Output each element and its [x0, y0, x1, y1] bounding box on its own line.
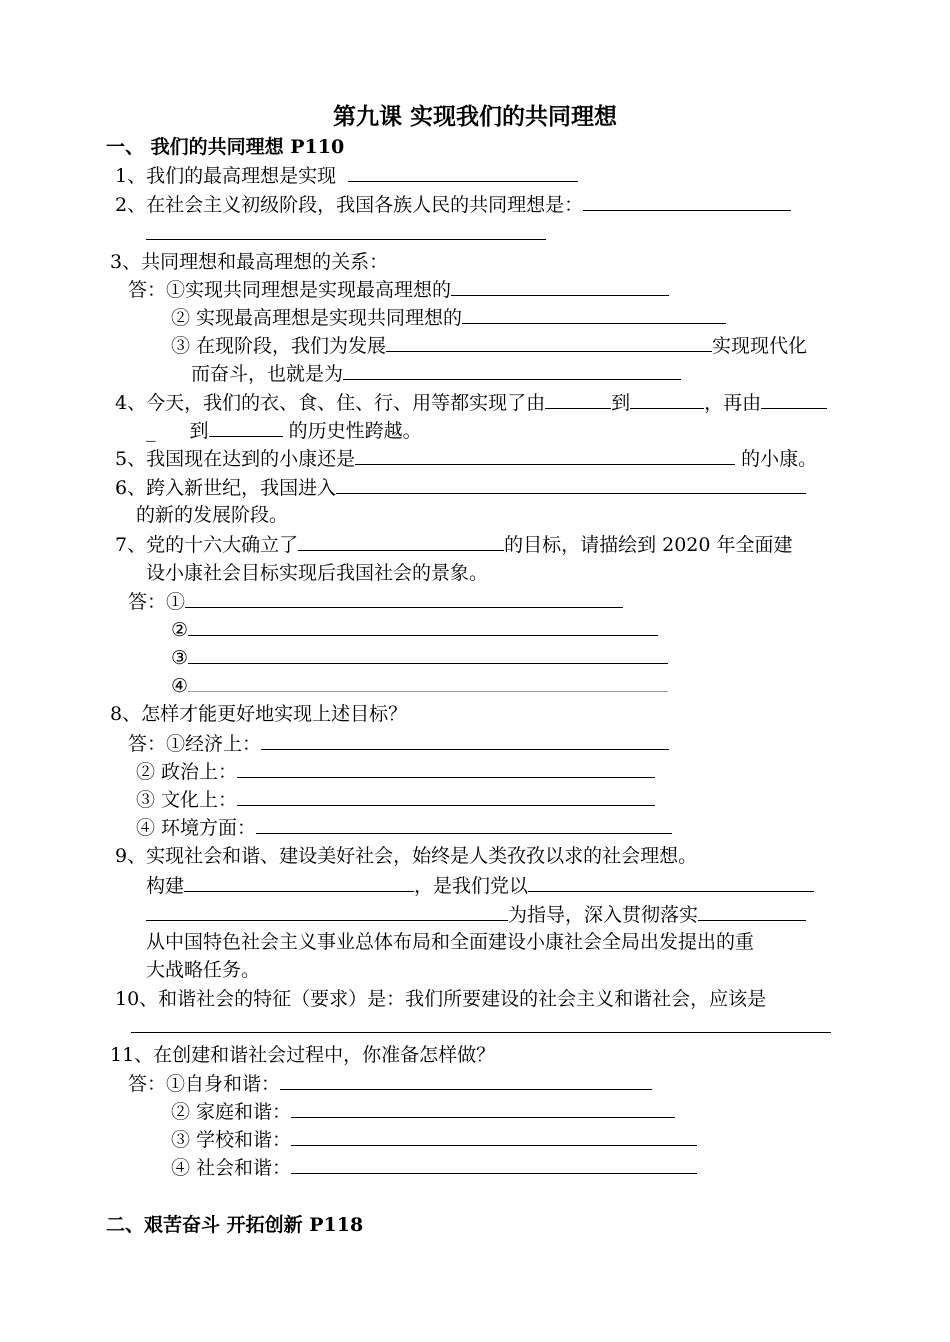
- answer-blank[interactable]: [188, 643, 668, 664]
- question-7-answer-2: ②: [171, 615, 658, 644]
- answer-blank[interactable]: [761, 388, 827, 409]
- answer-blank[interactable]: [343, 359, 681, 380]
- question-6: 6、跨入新世纪，我国进入: [115, 473, 806, 502]
- answer-blank[interactable]: [386, 331, 712, 352]
- answer-blank[interactable]: [528, 871, 814, 892]
- answer-blank[interactable]: [336, 473, 806, 494]
- question-11-answer-1: 答：①自身和谐：: [128, 1069, 652, 1098]
- question-8-answer-2: ② 政治上：: [136, 757, 655, 786]
- question-9-line-5: 大战略任务。: [146, 959, 261, 981]
- section-heading-1: 一、 我们的共同理想 P110: [106, 136, 345, 158]
- question-1: 1、我们的最高理想是实现: [115, 161, 578, 190]
- question-7-answer-4: ④: [171, 671, 668, 700]
- section-heading-2: 二、艰苦奋斗 开拓创新 P118: [106, 1214, 364, 1236]
- answer-blank[interactable]: [583, 190, 791, 211]
- answer-blank[interactable]: [298, 530, 504, 551]
- question-8-answer-4: ④ 环境方面：: [136, 813, 672, 842]
- answer-blank[interactable]: [188, 671, 668, 692]
- question-3-answer-3: ③ 在现阶段，我们为发展 实现现代化: [171, 331, 807, 360]
- answer-blank[interactable]: [355, 444, 735, 465]
- question-10-continuation: [131, 1012, 831, 1041]
- question-4-continuation: _ 到 的历史性跨越。: [146, 416, 422, 445]
- question-6-continuation: 的新的发展阶段。: [136, 504, 289, 526]
- answer-blank[interactable]: [237, 757, 655, 778]
- answer-blank[interactable]: [291, 1153, 697, 1174]
- answer-blank[interactable]: [280, 1069, 652, 1090]
- answer-blank[interactable]: [261, 729, 669, 750]
- question-11-answer-2: ② 家庭和谐：: [171, 1097, 675, 1126]
- question-2: 2、在社会主义初级阶段，我国各族人民的共同理想是：: [115, 190, 791, 219]
- answer-blank[interactable]: [348, 161, 578, 182]
- question-9-line-2: 构建 ，是我们党以: [146, 871, 814, 900]
- question-9-line-3: 为指导，深入贯彻落实: [146, 900, 806, 929]
- answer-blank[interactable]: [131, 1012, 831, 1033]
- answer-blank[interactable]: [237, 785, 655, 806]
- answer-blank[interactable]: [188, 615, 658, 636]
- answer-blank[interactable]: [146, 219, 546, 240]
- question-8: 8、怎样才能更好地实现上述目标？: [110, 703, 408, 725]
- answer-blank[interactable]: [185, 587, 623, 608]
- question-3-answer-3-continuation: 而奋斗，也就是为: [191, 359, 681, 388]
- question-10: 10、和谐社会的特征（要求）是：我们所要建设的社会主义和谐社会，应该是: [115, 988, 767, 1010]
- question-7-continuation: 设小康社会目标实现后我国社会的景象。: [146, 562, 489, 584]
- answer-blank[interactable]: [630, 388, 704, 409]
- question-7: 7、党的十六大确立了 的目标，请描绘到 2020 年全面建: [115, 530, 793, 559]
- question-11: 11、在创建和谐社会过程中，你准备怎样做？: [110, 1044, 496, 1066]
- question-11-answer-3: ③ 学校和谐：: [171, 1125, 697, 1154]
- question-4: 4、今天，我们的衣、食、住、行、用等都实现了由 到 ，再由: [115, 388, 827, 417]
- question-5: 5、我国现在达到的小康还是 的小康。: [115, 444, 817, 473]
- question-3-answer-1: 答：①实现共同理想是实现最高理想的: [128, 275, 669, 304]
- answer-blank[interactable]: [146, 900, 508, 921]
- question-9-line-4: 从中国特色社会主义事业总体布局和全面建设小康社会全局出发提出的重: [146, 931, 755, 953]
- answer-blank[interactable]: [291, 1097, 675, 1118]
- question-3: 3、共同理想和最高理想的关系：: [110, 251, 389, 273]
- page-title: 第九课 实现我们的共同理想: [332, 103, 617, 130]
- question-3-answer-2: ② 实现最高理想是实现共同理想的: [171, 303, 726, 332]
- question-7-answer-1: 答：①: [128, 587, 623, 616]
- answer-blank[interactable]: [184, 871, 414, 892]
- answer-blank[interactable]: [462, 303, 726, 324]
- answer-blank[interactable]: [256, 813, 672, 834]
- answer-blank[interactable]: [451, 275, 669, 296]
- question-8-answer-3: ③ 文化上：: [136, 785, 655, 814]
- answer-blank[interactable]: [291, 1125, 697, 1146]
- question-2-continuation: [146, 219, 546, 248]
- answer-blank[interactable]: [209, 416, 283, 437]
- question-9: 9、实现社会和谐、建设美好社会，始终是人类孜孜以求的社会理想。: [115, 845, 698, 867]
- question-8-answer-1: 答：①经济上：: [128, 729, 669, 758]
- question-7-answer-3: ③: [171, 643, 668, 672]
- answer-blank[interactable]: [698, 900, 806, 921]
- question-11-answer-4: ④ 社会和谐：: [171, 1153, 697, 1182]
- answer-blank[interactable]: [545, 388, 611, 409]
